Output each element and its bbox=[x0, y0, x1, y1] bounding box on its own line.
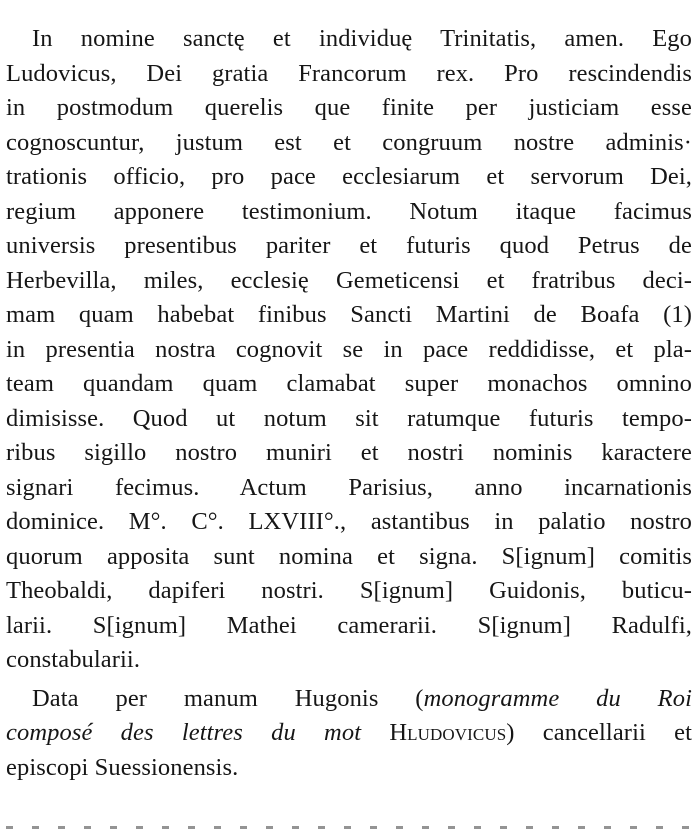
text-line: cognoscuntur, justum est et congruum nostre adminis· bbox=[6, 128, 692, 156]
text-line: Theobaldi, dapiferi nostri. S[ignum] Guidonis, buticu- bbox=[6, 577, 692, 604]
text-line: larii. S[ignum] Mathei camerarii. S[ignum] Radulfi, bbox=[6, 611, 692, 639]
text-line: trationis officio, pro pace ecclesiarum et servorum Dei, bbox=[6, 163, 692, 190]
text-line: In nomine sanctę et individuę Trinitatis, amen. Ego bbox=[32, 25, 692, 52]
cropped-next-line bbox=[6, 815, 692, 829]
text-line: regium apponere testimonium. Notum itaque facimus bbox=[6, 197, 692, 225]
datum-text: ) cancellarii et bbox=[506, 719, 693, 746]
text-line: quorum apposita sunt nomina et signa. S[ignum] comitis bbox=[6, 542, 692, 570]
text-line bbox=[6, 682, 692, 717]
text-line: in postmodum querelis que finite per justiciam esse bbox=[6, 94, 692, 121]
text-line: Ludovicus, Dei gratia Francorum rex. Pro rescindendis bbox=[6, 59, 692, 87]
charter-text bbox=[6, 22, 692, 785]
text-line: mam quam habebat finibus Sancti Martini de Boafa (1) bbox=[6, 301, 692, 328]
text-line bbox=[6, 716, 692, 751]
text-line: ribus sigillo nostro muniri et nostri nominis karactere bbox=[6, 439, 692, 466]
datum-paragraph bbox=[6, 682, 692, 786]
charter-paragraph bbox=[6, 22, 692, 678]
text-line: episcopi Suessionensis. bbox=[6, 753, 239, 781]
text-line: signari fecimus. Actum Parisius, anno incarnationis bbox=[6, 473, 692, 501]
monogram-word: Hludovicus bbox=[389, 719, 507, 746]
text-line: universis presentibus pariter et futuris quod Petrus de bbox=[6, 232, 692, 259]
datum-text: Data per manum Hugonis ( bbox=[32, 684, 424, 712]
text-line: in presentia nostra cognovit se in pace reddidisse, et pla- bbox=[6, 335, 692, 363]
editorial-note-italic: monogramme du Roi bbox=[423, 684, 692, 712]
editorial-note-italic: composé des lettres du mot bbox=[6, 719, 390, 746]
text-line: dominice. M°. C°. LXVIII°., astantibus in palatio nostro bbox=[6, 508, 692, 535]
text-line: Herbevilla, miles, ecclesię Gemeticensi et fratribus deci- bbox=[6, 266, 692, 294]
text-line: dimisisse. Quod ut notum sit ratumque futuris tempo- bbox=[6, 404, 692, 432]
text-line: constabularii. bbox=[6, 646, 141, 673]
text-line: team quandam quam clamabat super monachos omnino bbox=[6, 370, 692, 397]
